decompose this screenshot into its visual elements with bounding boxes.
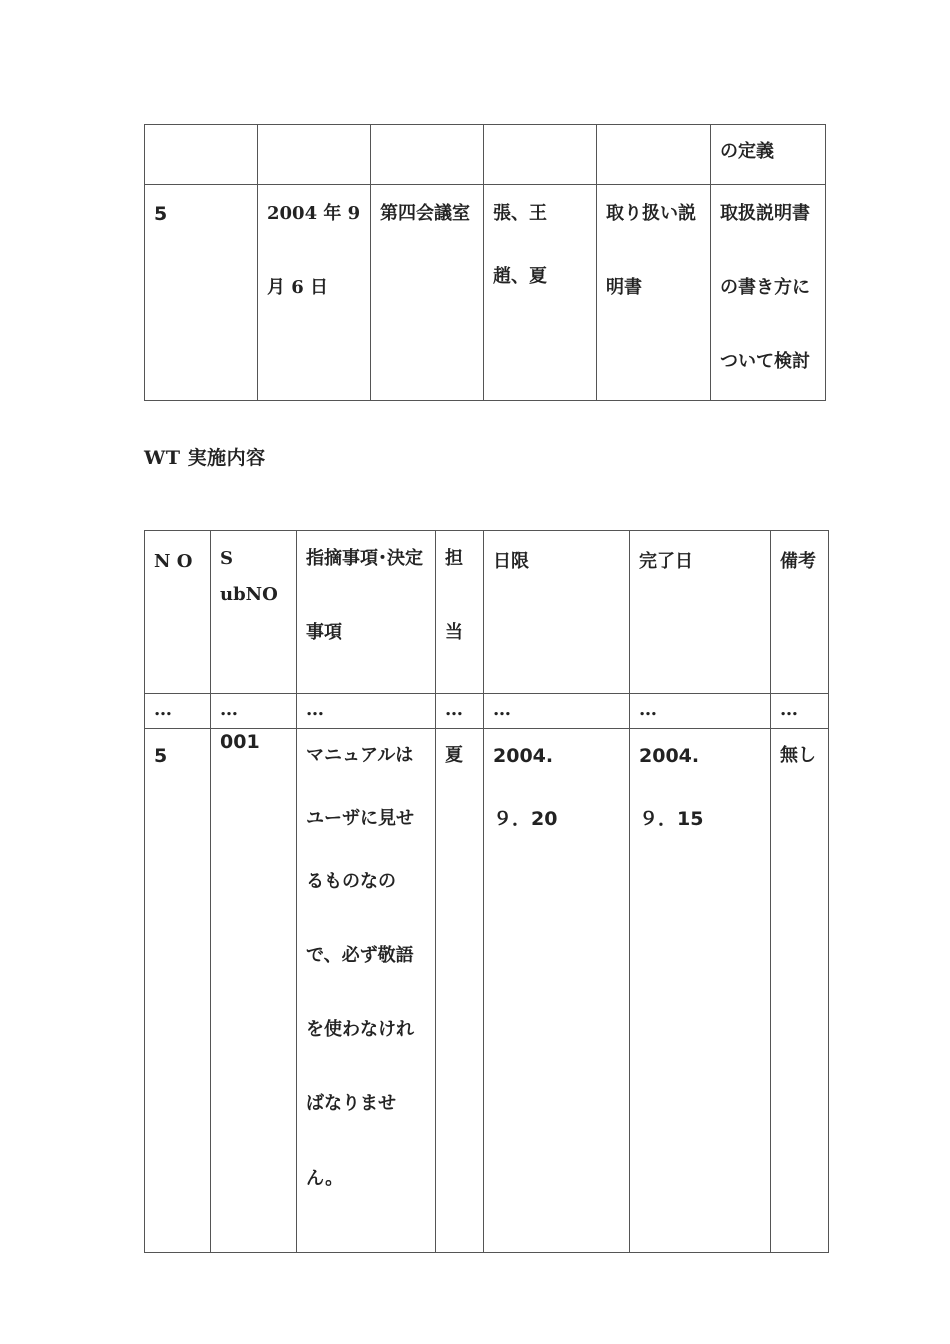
people-line: 張、王 [493, 203, 547, 224]
done-line: ９．15 [639, 808, 704, 830]
item-line: ん。 [306, 1168, 344, 1189]
header-deadline: 日限 [484, 531, 630, 694]
header-item-line: 指摘事項･決定 [306, 548, 423, 569]
date-line: 2004 年 9 [267, 203, 361, 224]
table-cell [484, 125, 597, 185]
table-cell [258, 125, 371, 185]
row-deadline [484, 729, 630, 1253]
place-text: 第四会議室 [380, 203, 470, 224]
item-line: マニュアルは [306, 745, 414, 766]
meeting-table [144, 124, 826, 401]
item-line: ユーザに見せ [306, 808, 414, 829]
meeting-place [371, 185, 484, 401]
content-line: ついて検討 [720, 351, 810, 372]
table-cell: … [436, 694, 484, 729]
deadline-line: ９．20 [493, 808, 558, 830]
table-cell: … [630, 694, 771, 729]
row-item [297, 729, 436, 1253]
header-no: N O [145, 531, 211, 694]
item-line: で、必ず敬語 [306, 945, 414, 966]
table-cell: … [145, 694, 211, 729]
meeting-no [145, 185, 258, 401]
meeting-subject [597, 185, 711, 401]
table-row [145, 125, 826, 185]
deadline-line: 2004. [493, 745, 554, 767]
table-cell [597, 125, 711, 185]
table-cell: の定義 [711, 125, 826, 185]
table-cell [371, 125, 484, 185]
row-no: 5 [145, 729, 211, 1253]
header-item-line: 事項 [306, 622, 342, 643]
wt-table [144, 530, 829, 1253]
section-heading: WT 実施内容 [144, 447, 266, 469]
content-line: 取扱説明書 [720, 203, 810, 224]
header-owner-line: 当 [445, 622, 463, 643]
row-owner: 夏 [436, 729, 484, 1253]
table-cell: … [211, 694, 297, 729]
meeting-no-text: 5 [154, 203, 168, 225]
table-cell: … [771, 694, 829, 729]
subject-line: 取り扱い説 [606, 203, 696, 224]
meeting-people [484, 185, 597, 401]
item-line: を使わなけれ [306, 1019, 414, 1040]
row-note: 無し [771, 729, 829, 1253]
table-row [145, 694, 829, 729]
header-owner-line: 担 [445, 548, 463, 569]
content-line: の書き方に [720, 277, 810, 298]
header-item [297, 531, 436, 694]
subject-line: 明書 [606, 277, 642, 298]
row-done [630, 729, 771, 1253]
meeting-date [258, 185, 371, 401]
item-line: ばなりませ [306, 1093, 396, 1114]
header-note: 備考 [771, 531, 829, 694]
header-subno [211, 531, 297, 694]
row-subno: 001 [211, 729, 297, 1253]
table-cell: … [297, 694, 436, 729]
item-line: るものなの [306, 871, 396, 892]
meeting-content [711, 185, 826, 401]
table-row [145, 185, 826, 401]
people-line: 趙、夏 [493, 266, 547, 287]
table-cell [145, 125, 258, 185]
table-header-row [145, 531, 829, 694]
date-line: 月 6 日 [267, 277, 329, 298]
header-done: 完了日 [630, 531, 771, 694]
header-subno-line: ubNO [220, 584, 278, 605]
table-cell: … [484, 694, 630, 729]
header-subno-line: S [220, 548, 233, 569]
header-owner [436, 531, 484, 694]
done-line: 2004. [639, 745, 700, 767]
table-row [145, 729, 829, 1253]
